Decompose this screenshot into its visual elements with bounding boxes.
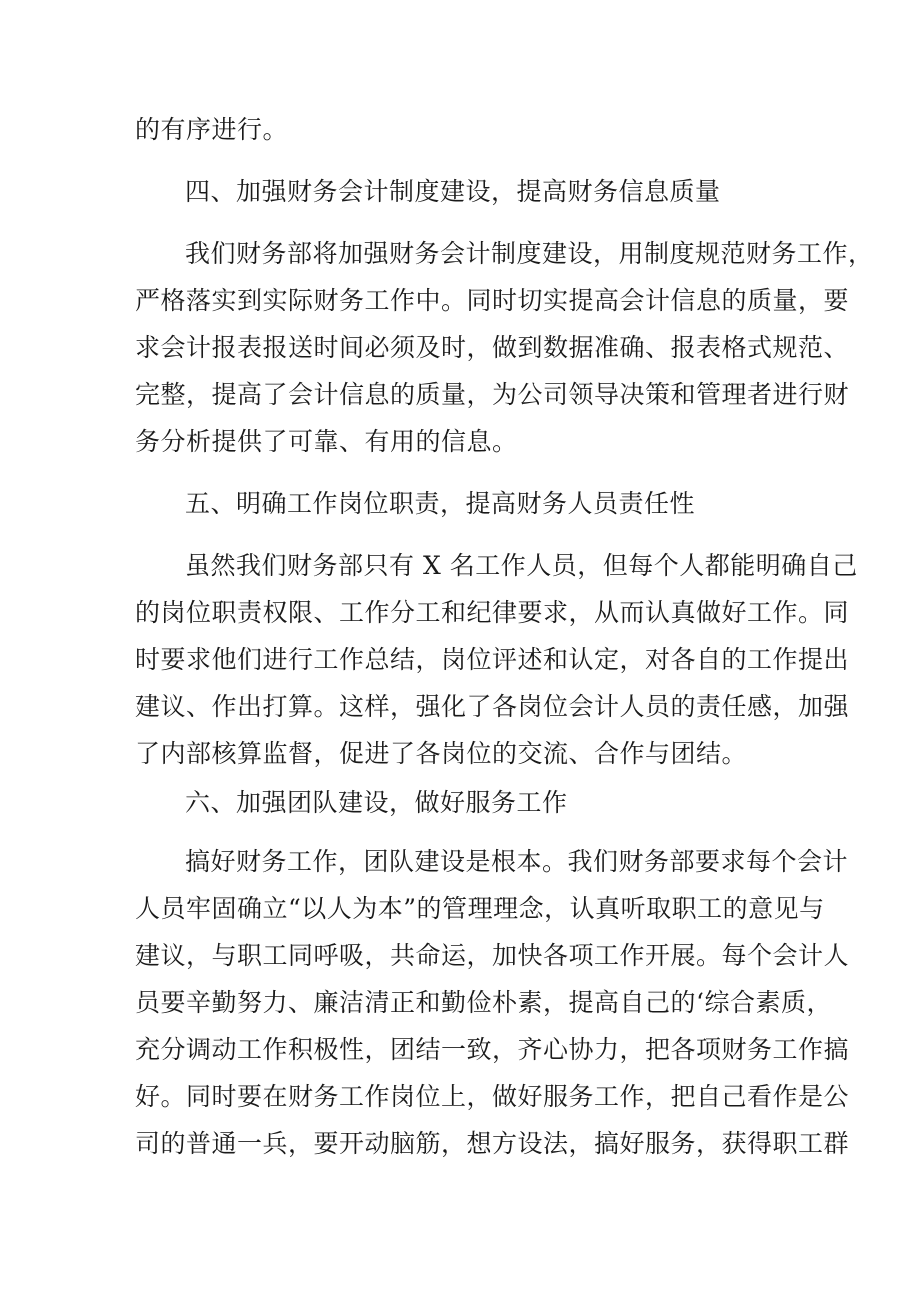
section-heading: 四、加强财务会计制度建设，提高财务信息质量	[185, 177, 721, 206]
text-line: 建议，与职工同呼吸，共命运，加快各项工作开展。每个会计人	[135, 941, 850, 970]
text-line: 时要求他们进行工作总结，岗位评述和认定，对各自的工作提出	[135, 645, 850, 674]
text-line: 了内部核算监督，促进了各岗位的交流、合作与团结。	[135, 739, 748, 768]
text-line: 的岗位职责权限、工作分工和纪律要求，从而认真做好工作。同	[135, 598, 850, 627]
text-line: 搞好财务工作，团队建设是根本。我们财务部要求每个会计	[185, 847, 849, 876]
text-line: 严格落实到实际财务工作中。同时切实提高会计信息的质量，要	[135, 286, 850, 315]
text-line: 充分调动工作积极性，团结一致，齐心协力，把各项财务工作搞	[135, 1035, 850, 1064]
section-heading: 五、明确工作岗位职责，提高财务人员责任性	[185, 489, 696, 518]
text-line: 人员牢固确立“以人为本”的管理理念，认真听取职工的意见与	[135, 894, 825, 923]
text-line: 求会计报表报送时间必须及时，做到数据准确、报表格式规范、	[135, 333, 850, 362]
text-line: 好。同时要在财务工作岗位上，做好服务工作，把自己看作是公	[135, 1082, 850, 1111]
text-line: 虽然我们财务部只有 X 名工作人员，但每个人都能明确自己	[185, 551, 858, 580]
text-line: 的有序进行。	[135, 115, 289, 144]
text-line: 员要辛勤努力、廉洁清正和勤俭朴素，提高自己的‘综合素质，	[135, 988, 832, 1017]
section-heading: 六、加强团队建设，做好服务工作	[185, 788, 568, 817]
text-line: 建议、作出打算。这样，强化了各岗位会计人员的责任感，加强	[135, 692, 850, 721]
text-line: 司的普通一兵，要开动脑筋，想方设法，搞好服务，获得职工群	[135, 1129, 850, 1158]
text-line: 务分析提供了可靠、有用的信息。	[135, 427, 518, 456]
text-line: 我们财务部将加强财务会计制度建设，用制度规范财务工作，	[185, 239, 874, 268]
text-line: 完整，提高了会计信息的质量，为公司领导决策和管理者进行财	[135, 380, 850, 409]
